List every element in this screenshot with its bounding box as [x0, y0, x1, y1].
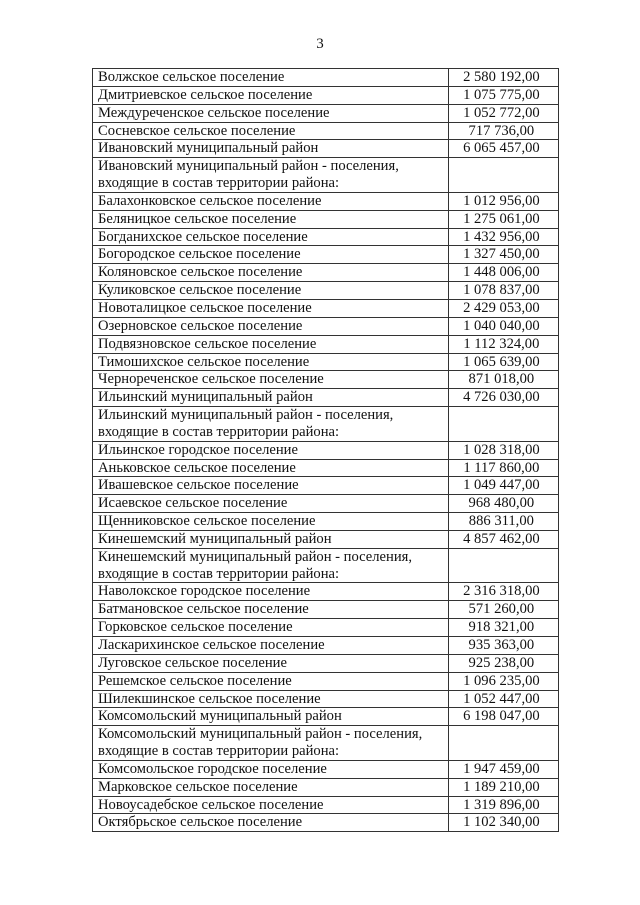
amount-cell: 1 040 040,00: [448, 317, 558, 335]
amount-cell: 1 012 956,00: [448, 192, 558, 210]
settlement-name-cell: Ласкарихинское сельское поселение: [93, 637, 449, 655]
amount-cell: 1 432 956,00: [448, 228, 558, 246]
table-row: [93, 210, 559, 228]
settlement-name-cell: Ильинский муниципальный район: [93, 389, 449, 407]
table-row: [93, 246, 559, 264]
amount-cell: 1 052 772,00: [448, 104, 558, 122]
table-row: [93, 477, 559, 495]
amount-cell: 1 189 210,00: [448, 778, 558, 796]
amount-cell: 1 947 459,00: [448, 760, 558, 778]
settlement-name-cell: Комсомольское городское поселение: [93, 760, 449, 778]
amount-cell: 1 275 061,00: [448, 210, 558, 228]
amount-cell: 871 018,00: [448, 371, 558, 389]
settlement-name-cell: Дмитриевское сельское поселение: [93, 86, 449, 104]
amount-cell: 1 117 860,00: [448, 459, 558, 477]
table-row: [93, 654, 559, 672]
table-row: [93, 353, 559, 371]
amount-cell: [448, 548, 558, 583]
amount-cell: 2 316 318,00: [448, 583, 558, 601]
amount-cell: 935 363,00: [448, 637, 558, 655]
settlement-name-cell: Щенниковское сельское поселение: [93, 513, 449, 531]
amount-cell: 968 480,00: [448, 495, 558, 513]
table-row: [93, 530, 559, 548]
table-row: [93, 690, 559, 708]
table-row: [93, 796, 559, 814]
amount-cell: 717 736,00: [448, 122, 558, 140]
settlement-name-cell: Новоусадебское сельское поселение: [93, 796, 449, 814]
table-row: [93, 371, 559, 389]
page-number: 3: [316, 36, 324, 52]
settlement-name-cell: Куликовское сельское поселение: [93, 282, 449, 300]
table-row: [93, 140, 559, 158]
table-body: [93, 69, 559, 832]
settlement-name-cell: Октябрьское сельское поселение: [93, 814, 449, 832]
table-section-header-row: [93, 548, 559, 583]
settlement-name-cell: Озерновское сельское поселение: [93, 317, 449, 335]
table-row: [93, 86, 559, 104]
settlement-name-cell: Тимошихское сельское поселение: [93, 353, 449, 371]
amount-cell: 1 319 896,00: [448, 796, 558, 814]
amount-cell: 918 321,00: [448, 619, 558, 637]
settlement-name-cell: Горковское сельское поселение: [93, 619, 449, 637]
table-row: [93, 335, 559, 353]
table-row: [93, 299, 559, 317]
settlements-budget-table: [92, 68, 559, 832]
settlement-name-cell: Ивановский муниципальный район: [93, 140, 449, 158]
table-row: [93, 104, 559, 122]
table-row: [93, 814, 559, 832]
table-row: [93, 637, 559, 655]
amount-cell: 1 078 837,00: [448, 282, 558, 300]
amount-cell: 1 112 324,00: [448, 335, 558, 353]
settlement-name-cell: Наволокское городское поселение: [93, 583, 449, 601]
settlement-name-cell: Коляновское сельское поселение: [93, 264, 449, 282]
table-row: [93, 601, 559, 619]
settlement-name-cell: Исаевское сельское поселение: [93, 495, 449, 513]
table-section-header-row: [93, 158, 559, 193]
settlement-name-cell: Комсомольский муниципальный район: [93, 708, 449, 726]
settlement-name-cell: Марковское сельское поселение: [93, 778, 449, 796]
amount-cell: 2 580 192,00: [448, 69, 558, 87]
table-row: [93, 264, 559, 282]
table-row: [93, 122, 559, 140]
settlement-name-cell: Луговское сельское поселение: [93, 654, 449, 672]
amount-cell: 1 075 775,00: [448, 86, 558, 104]
table-row: [93, 317, 559, 335]
amount-cell: 1 327 450,00: [448, 246, 558, 264]
settlement-name-cell: Беляницкое сельское поселение: [93, 210, 449, 228]
settlement-name-cell: Батмановское сельское поселение: [93, 601, 449, 619]
settlement-name-cell: Кинешемский муниципальный район: [93, 530, 449, 548]
settlement-name-cell: Балахонковское сельское поселение: [93, 192, 449, 210]
table-row: [93, 760, 559, 778]
settlement-name-cell: Решемское сельское поселение: [93, 672, 449, 690]
table-row: [93, 672, 559, 690]
amount-cell: 2 429 053,00: [448, 299, 558, 317]
table-row: [93, 513, 559, 531]
amount-cell: 1 028 318,00: [448, 441, 558, 459]
table-row: [93, 69, 559, 87]
amount-cell: 1 096 235,00: [448, 672, 558, 690]
amount-cell: 4 857 462,00: [448, 530, 558, 548]
settlement-name-cell: Чернореченское сельское поселение: [93, 371, 449, 389]
settlement-name-cell: Аньковское сельское поселение: [93, 459, 449, 477]
table-row: [93, 619, 559, 637]
settlement-name-cell: Комсомольский муниципальный район - поселения, входящие в состав территории района:: [93, 726, 449, 761]
settlement-name-cell: Волжское сельское поселение: [93, 69, 449, 87]
settlement-name-cell: Междуреченское сельское поселение: [93, 104, 449, 122]
table-row: [93, 459, 559, 477]
amount-cell: 1 065 639,00: [448, 353, 558, 371]
settlement-name-cell: Богородское сельское поселение: [93, 246, 449, 264]
settlement-name-cell: Кинешемский муниципальный район - поселения, входящие в состав территории района:: [93, 548, 449, 583]
table-row: [93, 778, 559, 796]
amount-cell: 886 311,00: [448, 513, 558, 531]
settlement-name-cell: Ивашевское сельское поселение: [93, 477, 449, 495]
amount-cell: 571 260,00: [448, 601, 558, 619]
settlement-name-cell: Ивановский муниципальный район - поселения, входящие в состав территории района:: [93, 158, 449, 193]
table-row: [93, 192, 559, 210]
amount-cell: [448, 158, 558, 193]
amount-cell: 1 052 447,00: [448, 690, 558, 708]
table-row: [93, 708, 559, 726]
amount-cell: 1 049 447,00: [448, 477, 558, 495]
settlement-name-cell: Сосневское сельское поселение: [93, 122, 449, 140]
amount-cell: 925 238,00: [448, 654, 558, 672]
settlement-name-cell: Ильинское городское поселение: [93, 441, 449, 459]
table-row: [93, 389, 559, 407]
table-row: [93, 583, 559, 601]
amount-cell: 6 065 457,00: [448, 140, 558, 158]
amount-cell: 1 102 340,00: [448, 814, 558, 832]
table-section-header-row: [93, 726, 559, 761]
settlement-name-cell: Подвязновское сельское поселение: [93, 335, 449, 353]
table-row: [93, 441, 559, 459]
settlement-name-cell: Шилекшинское сельское поселение: [93, 690, 449, 708]
settlement-name-cell: Новоталицкое сельское поселение: [93, 299, 449, 317]
amount-cell: [448, 407, 558, 442]
amount-cell: 6 198 047,00: [448, 708, 558, 726]
table-section-header-row: [93, 407, 559, 442]
amount-cell: [448, 726, 558, 761]
settlement-name-cell: Богданихское сельское поселение: [93, 228, 449, 246]
table-row: [93, 228, 559, 246]
table-row: [93, 495, 559, 513]
amount-cell: 1 448 006,00: [448, 264, 558, 282]
amount-cell: 4 726 030,00: [448, 389, 558, 407]
settlement-name-cell: Ильинский муниципальный район - поселения, входящие в состав территории района:: [93, 407, 449, 442]
table-row: [93, 282, 559, 300]
